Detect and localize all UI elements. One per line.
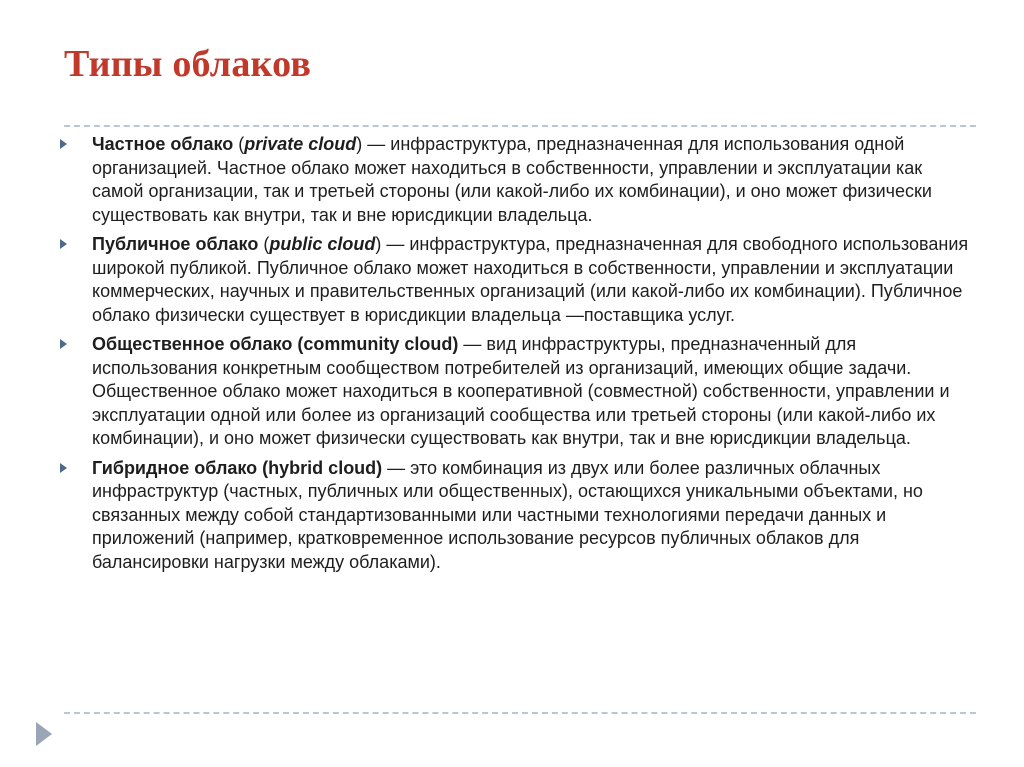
bullet-arrow-icon	[60, 463, 67, 473]
description-private-cloud: ) — инфраструктура, предназначенная для использования одной организацией. Частное облако может находиться в собственности, управлении и эксплуатации как самой организации, так и третьей стороны (или какой-либо их комбинации), и оно может физически существовать как внутри, так и вне юрисдикции владельца.	[92, 134, 932, 225]
term-public-cloud: Публичное облако	[92, 234, 259, 254]
description-public-cloud: ) — инфраструктура, предназначенная для свободного использования широкой публикой. Публичное облако может находиться в собственности, управлении и эксплуатации коммерческих, научных и правительственных организаций (или какой-либо их комбинации). Публичное облако физически существует в юрисдикции владельца —поставщика услуг.	[92, 234, 969, 325]
term-en-private-cloud: private cloud	[244, 134, 357, 154]
bullet-arrow-icon	[60, 339, 67, 349]
bullet-public-cloud	[56, 233, 976, 327]
description-hybrid-cloud: — это комбинация из двух или более различных облачных инфраструктур (частных, публичных или общественных), остающихся уникальными объектами, но связанных между собой стандартизованными или частными технологиями передачи данных и приложений (например, кратковременное использование ресурсов публичных облаков для балансировки нагрузки между облаками).	[92, 457, 923, 572]
term-private-cloud: Частное облако	[92, 134, 234, 154]
bullet-community-cloud	[56, 333, 976, 451]
paren-open: (	[233, 134, 245, 154]
term-en-public-cloud: public cloud	[269, 234, 376, 254]
bullet-hybrid-cloud	[56, 457, 976, 575]
bullet-private-cloud	[56, 133, 976, 227]
bullet-arrow-icon	[60, 239, 67, 249]
slide-title: Типы облаков	[64, 43, 312, 85]
bullet-list	[56, 133, 976, 580]
bottom-divider	[64, 712, 976, 714]
term-community-cloud: Общественное облако (community cloud)	[92, 334, 459, 354]
paren-open: (	[258, 234, 270, 254]
bullet-arrow-icon	[60, 139, 67, 149]
description-community-cloud: — вид инфраструктуры, предназначенный для использования конкретным сообществом потребителей из организаций, имеющих общие задачи. Общественное облако может находиться в кооперативной (совместной) собственности, управлении и эксплуатации одной или более из организаций сообщества или третьей стороны (или какой-либо их комбинации), и оно может физически существовать как внутри, так и вне юрисдикции владельца.	[92, 334, 950, 448]
term-hybrid-cloud: Гибридное облако (hybrid cloud)	[92, 457, 383, 478]
slide-corner-arrow-icon	[36, 722, 52, 746]
top-divider	[64, 125, 976, 127]
